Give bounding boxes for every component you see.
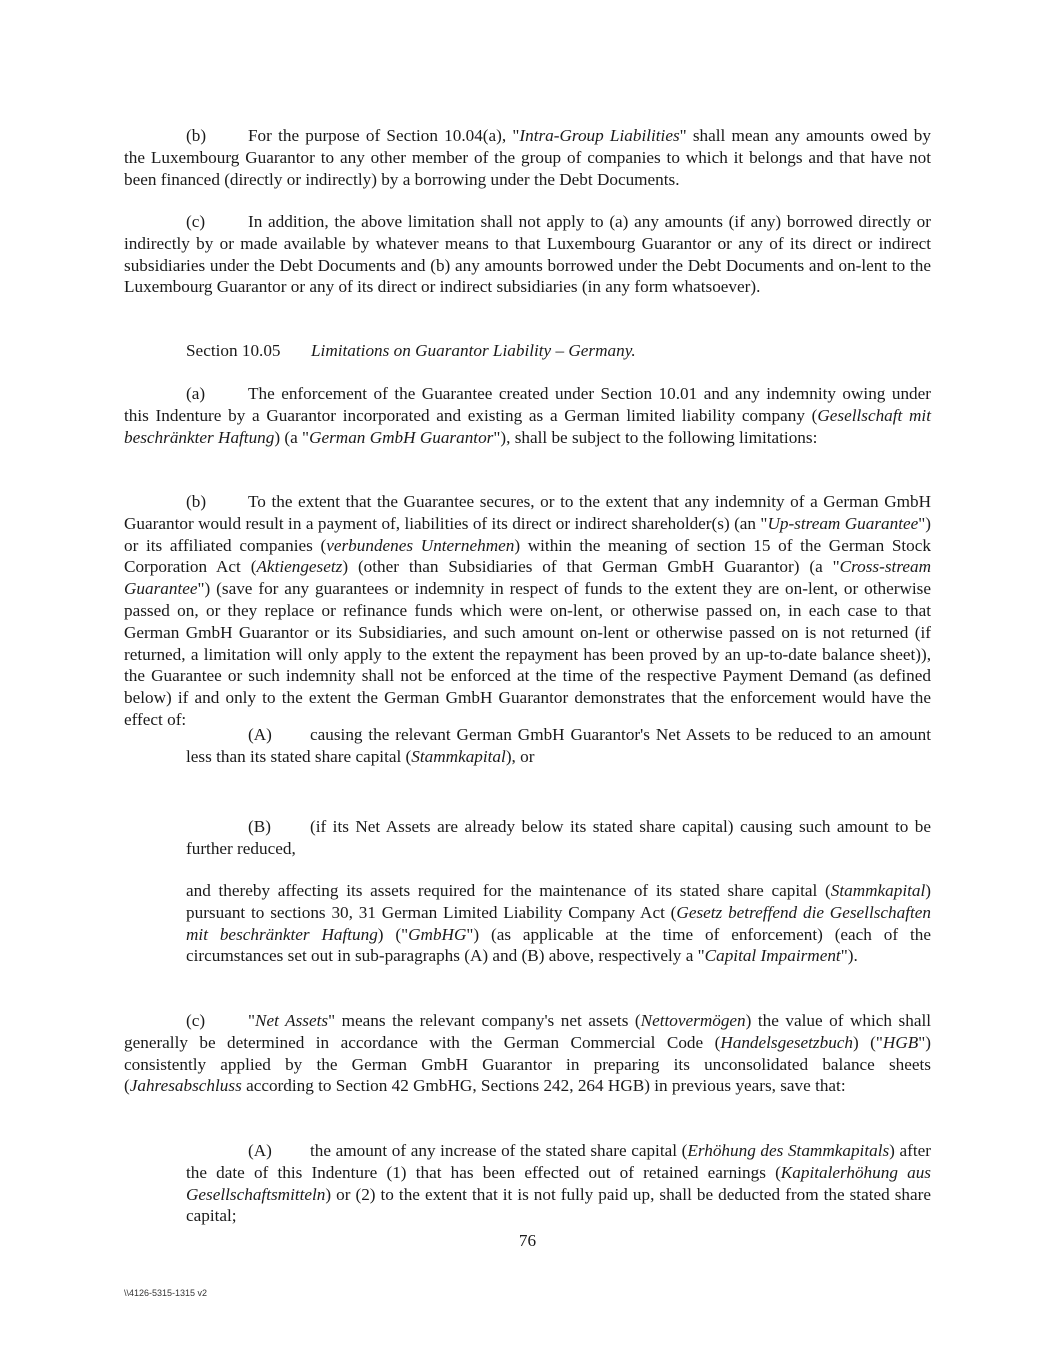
document-id: \\4126-5315-1315 v2 [124,1288,208,1298]
defined-term: Capital Impairment [704,946,841,966]
section-title: Limitations on Guarantor Liability – Germany. [311,341,636,360]
paragraph-label: (c) [186,1011,206,1030]
subparagraph-A-amount [186,1140,931,1227]
paragraph-label: (c) [186,212,206,231]
text-run: according to Section 42 GmbHG, Sections 242, 264 HGB) in previous years, save that: [241,1076,846,1096]
text-run: causing the relevant German GmbH Guarantor's Net Assets to be reduced to an amount less than its stated share capital ( [186,725,931,766]
defined-term: Handelsgesetzbuch [720,1032,854,1052]
defined-term: Jahresabschluss [129,1076,242,1096]
defined-term: verbundenes Unternehmen [326,535,515,555]
paragraph-label: (B) [248,817,271,836]
paragraph-label: (b) [186,126,207,145]
defined-term: GmbHG [408,924,467,944]
text-run: and thereby affecting its assets required for the maintenance of its stated share capital ( [186,881,831,900]
text-run: ) (a " [274,427,310,447]
defined-term: Erhöhung des Stammkapitals [687,1141,890,1160]
text-run: ) within the meaning of section 15 of the German Stock Corporation Act ( [124,535,931,577]
defined-term: HGB [882,1032,919,1052]
text-run: ) (" [377,924,409,944]
paragraph-label: (a) [186,384,206,403]
text-run: ") or its affiliated companies ( [124,513,931,555]
text-run: "). [840,946,858,966]
text-run: ) after the date of this Indenture (1) that has been effected out of retained earnings ( [186,1141,931,1182]
text-run: " means the relevant company's net assets ( [328,1011,641,1030]
defined-term: Cross-stream Guarantee [124,557,931,599]
paragraph-c-addition [124,211,931,298]
text-run: The enforcement of the Guarantee created under Section 10.01 and any indemnity owing under this Indenture by a Guarantor incorporated and existing as a German limited liability company ( [124,384,931,425]
page-number: 76 [518,1231,537,1250]
defined-term: Intra-Group Liabilities [519,126,680,145]
text-run: ) or (2) to the extent that it is not fully paid up, shall be deducted from the stated share capital; [186,1184,931,1226]
defined-term: Stammkapital [830,881,926,900]
text-run: ), or [505,746,535,766]
subparagraph-B-already [186,816,931,860]
defined-term: German GmbH Guarantor [309,427,494,447]
section-number: Section 10.05 [186,341,281,360]
text-run: "), shall be subject to the following limitations: [493,427,818,447]
text-run: In addition, the above limitation shall not apply to (a) any amounts (if any) borrowed directly or indirectly by or made available by whatever means to that Luxembourg Guarantor or any of its direct or indirect subsidiaries under the Debt Documents and (b) any amounts borrowed under the Debt Documents and on-lent to the Luxembourg Guarantor or any of its direct or indirect subsidiaries (in any form whatsoever). [124,212,931,297]
text-run: (if its Net Assets are already below its stated share capital) causing such amount to be further reduced, [186,817,931,858]
defined-term: Nettovermögen [640,1011,746,1030]
paragraph-c-net-assets [124,1010,931,1097]
text-run: For the purpose of Section 10.04(a), " [248,126,520,145]
paragraph-label: (b) [186,492,207,511]
text-run: ) pursuant to sections 30, 31 German Limited Liability Company Act ( [186,881,931,922]
defined-term: Gesellschaft mit beschränkter Haftung [124,405,931,447]
text-run: " shall mean any amounts owed by the Luxembourg Guarantor to any other member of the group of companies to which it belongs and that have not been financed (directly or indirectly) by a borrowing under the Debt Documents. [124,126,931,189]
text-run: ) (other than Subsidiaries of that German GmbH Guarantor) (a " [342,557,840,577]
defined-term: Aktiengesetz [256,557,343,577]
defined-term: Gesetz betreffend die Gesellschaften mit beschränkter Haftung [186,902,931,944]
paragraph-b-extent [124,491,931,731]
subparagraph-A-causing [186,724,931,768]
section-heading [186,340,636,362]
defined-term: Kapitalerhöhung aus Gesellschaftsmitteln [186,1162,931,1204]
paragraph-b-intra-group [124,125,931,190]
paragraph-thereby [186,880,931,967]
defined-term: Net Assets [255,1011,329,1030]
text-run: To the extent that the Guarantee secures, or to the extent that any indemnity of a German GmbH Guarantor would result in a payment of, liabilities of its direct or indirect shareholder(s) (an " [124,492,931,533]
paragraph-label: (A) [248,1141,272,1160]
text-run: ) (" [853,1032,883,1052]
defined-term: Up-stream Guarantee [767,513,919,533]
text-run: ) the value of which shall generally be determined in accordance with the German Commercial Code ( [124,1011,931,1052]
defined-term: Stammkapital [411,746,506,766]
paragraph-label: (A) [248,725,272,744]
text-run: ") (save for any guarantees or indemnity in respect of funds to the extent they are on-lent, or otherwise passed on, or they replace or refinance funds which were on-lent, or otherwise passed on, in each case to that German GmbH Guarantor or its Subsidiaries, and such amount on-lent or otherwise passed on is not returned (if returned, a limitation will only apply to the extent the repayment has been proved by an up-to-date balance sheet)), the Guarantee or such indemnity shall not be enforced at the time of the respective Payment Demand (as defined below) if and only to the extent the German GmbH Guarantor demonstrates that the enforcement would have the effect of: [124,579,931,729]
text-run: the amount of any increase of the stated share capital ( [310,1141,688,1160]
text-run: ") (as applicable at the time of enforcement) (each of the circumstances set out in sub-paragraphs (A) and (B) above, respectively a " [186,924,931,966]
text-run: ") consistently applied by the German GmbH Guarantor in preparing its unconsolidated balance sheets ( [124,1032,931,1096]
text-run: " [248,1011,256,1030]
paragraph-a-enforcement [124,383,931,448]
